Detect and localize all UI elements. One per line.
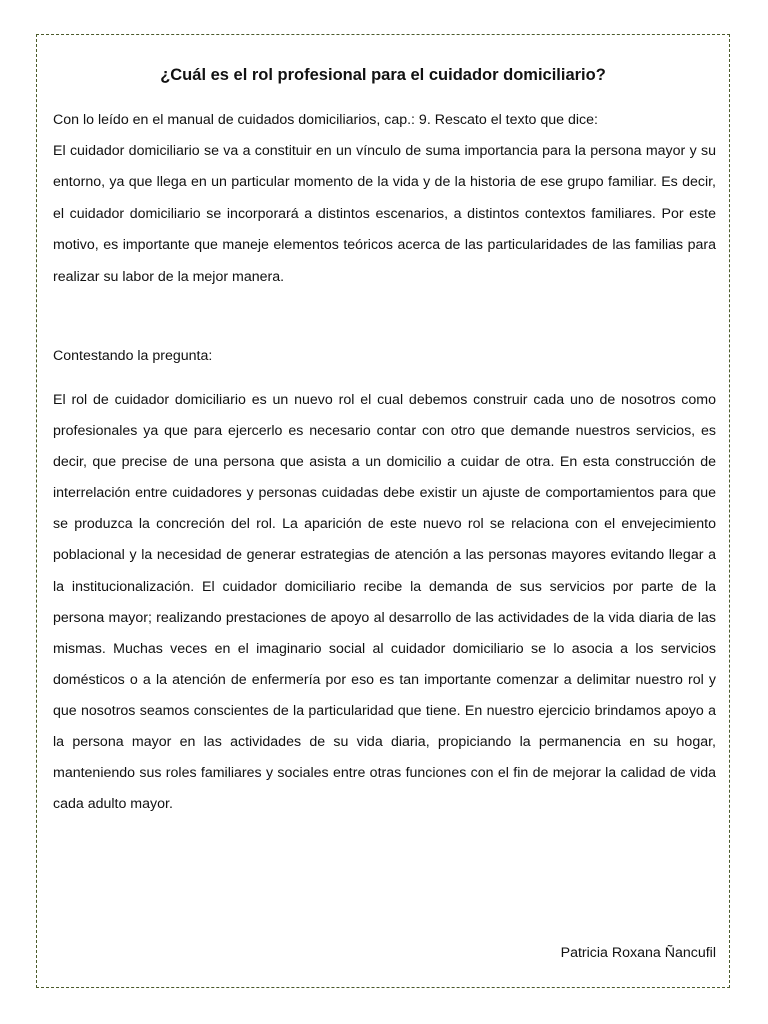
answer-heading: Contestando la pregunta: [53, 348, 213, 364]
intro-paragraph: Con lo leído en el manual de cuidados domiciliarios, cap.: 9. Rescato el texto que dice: [53, 112, 598, 128]
document-title: ¿Cuál es el rol profesional para el cuidador domiciliario? [160, 66, 606, 84]
answer-paragraph: El rol de cuidador domiciliario es un nuevo rol el cual debemos construir cada uno de nosotros como profesionales ya que para ejercerlo es necesario contar con otro que demande nuestros servicios, es decir, que precise de una persona que asista a un domicilio a cuidar de otra. En esta construcción de interrelación entre cuidadores y personas cuidadas debe existir un ajuste de comportamientos para que se produzca la concreción del rol. La aparición de este nuevo rol se relaciona con el envejecimiento poblacional y la necesidad de generar estrategias de atención a las personas mayores evitando llegar a la institucionalización. El cuidador domiciliario recibe la demanda de sus servicios por parte de la persona mayor; realizando prestaciones de apoyo al desarrollo de las actividades de la vida diaria de las mismas. Muchas veces en el imaginario social al cuidador domiciliario se lo asocia a los servicios domésticos o a la atención de enfermería por eso es tan importante comenzar a delimitar nuestro rol y que nosotros seamos conscientes de la particularidad que tiene. En nuestro ejercicio brindamos apoyo a la persona mayor en las actividades de su vida diaria, propiciando la permanencia en su hogar, manteniendo sus roles familiares y sociales entre otras funciones con el fin de mejorar la calidad de vida cada adulto mayor. [53, 392, 716, 813]
author-signature: Patricia Roxana Ñancufil [560, 945, 716, 961]
quoted-paragraph: El cuidador domiciliario se va a constituir en un vínculo de suma importancia para la persona mayor y su entorno, ya que llega en un particular momento de la vida y de la historia de ese grupo familiar. Es decir, el cuidador domiciliario se incorporará a distintos escenarios, a distintos contextos familiares. Por este motivo, es importante que maneje elementos teóricos acerca de las particularidades de las familias para realizar su labor de la mejor manera. [53, 143, 716, 285]
